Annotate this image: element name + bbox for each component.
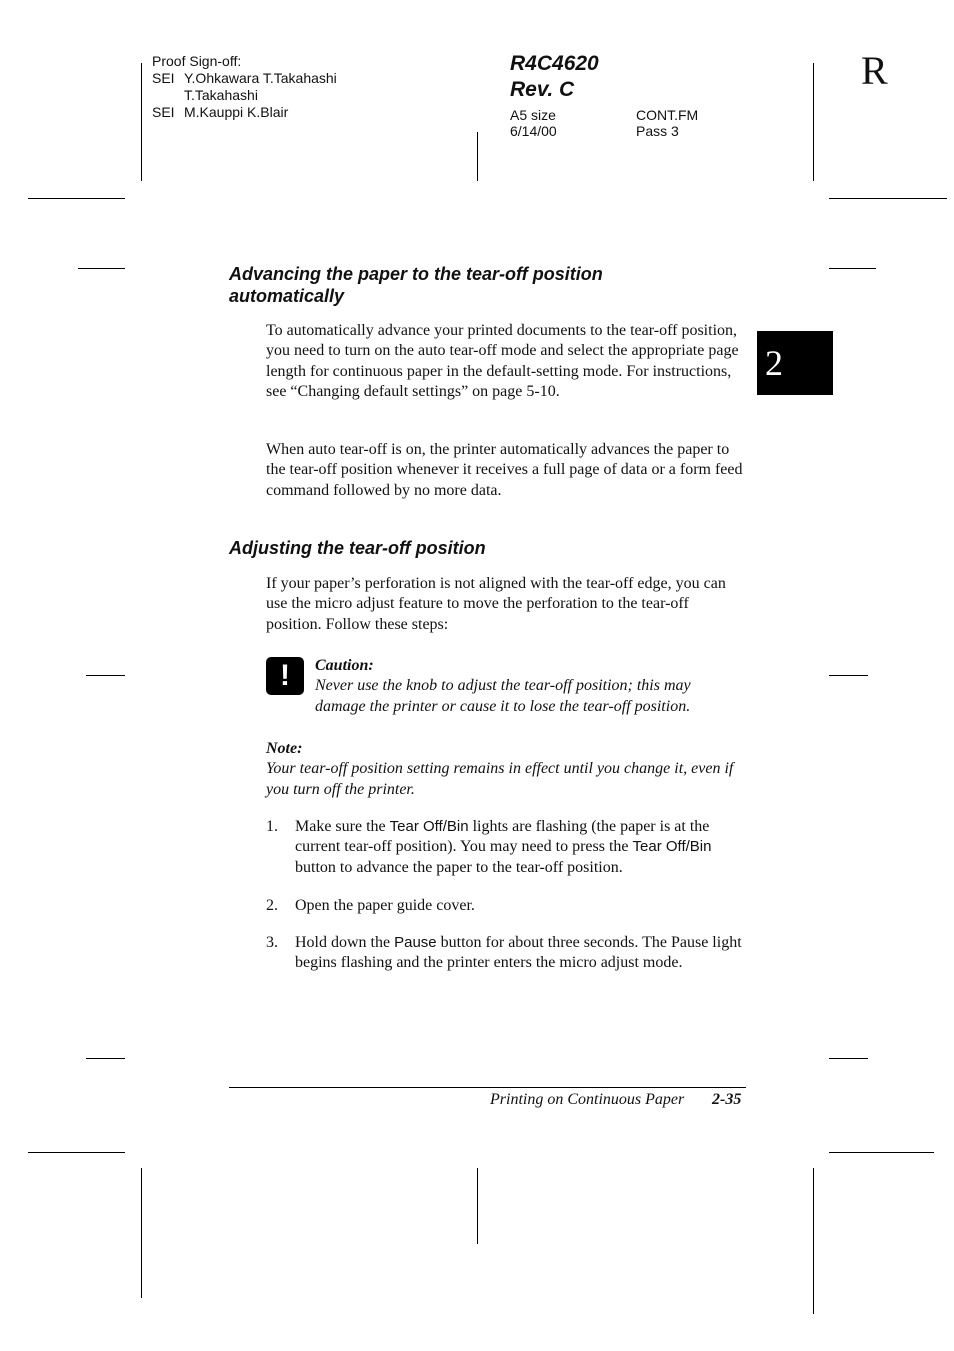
crop-mark: [829, 268, 876, 269]
crop-mark: [141, 63, 142, 181]
proof-row: [152, 70, 337, 87]
crop-mark: [28, 198, 125, 199]
proof-key: SEI: [152, 104, 175, 120]
list-item: [266, 933, 746, 974]
chapter-tab: [757, 331, 833, 395]
crop-mark: [829, 1152, 934, 1153]
crop-mark: [86, 1058, 125, 1059]
note-label: Note:: [266, 740, 303, 757]
proof-row: [152, 104, 337, 121]
section-heading: Advancing the paper to the tear-off position automatically: [229, 264, 603, 306]
proof-row: [152, 87, 337, 104]
doc-file-meta: [636, 107, 698, 139]
caution-icon: !: [266, 657, 304, 695]
list-item: [266, 896, 746, 916]
crop-mark: [829, 675, 868, 676]
crop-mark: [829, 198, 947, 199]
chapter-number: 2: [765, 343, 783, 383]
model-code: [510, 51, 599, 103]
doc-date: 6/14/00: [510, 123, 557, 139]
caution-label: Caution:: [315, 657, 374, 674]
model-name: R4C4620: [510, 52, 599, 75]
section-heading: Adjusting the tear-off position: [229, 538, 486, 558]
proof-value: Y.Ohkawara T.Takahashi: [184, 70, 337, 86]
proof-value: T.Takahashi: [184, 87, 258, 103]
caution-block: [315, 656, 735, 717]
step-text: Hold down the Pause button for about three seconds. The Pause light begins flashing and the printer enters the micro adjust mode.: [295, 934, 742, 972]
pass-number: Pass 3: [636, 123, 679, 139]
crop-mark: [477, 132, 478, 181]
doc-meta: [510, 107, 557, 139]
step-number: 2.: [266, 897, 278, 914]
crop-mark: [141, 1168, 142, 1298]
crop-mark: [477, 1168, 478, 1244]
crop-mark: [829, 1058, 868, 1059]
step-text: Make sure the Tear Off/Bin lights are flashing (the paper is at the current tear-off position). You may need to press the Tear Off/Bin button to advance the paper to the tear-off position.: [295, 818, 712, 876]
footer-title: Printing on Continuous Paper: [490, 1091, 685, 1108]
proof-key: SEI: [152, 70, 175, 86]
crop-mark: [78, 268, 125, 269]
step-number: 1.: [266, 818, 278, 835]
paragraph: To automatically advance your printed documents to the tear-off position, you need to turn on the auto tear-off mode and select the appropriate page length for continuous paper in the default-setting mode. For instructions, see “Changing default settings” on page 5-10.: [266, 322, 739, 400]
crop-mark: [813, 1168, 814, 1314]
note-text: Your tear-off position setting remains in effect until you change it, even if you turn off the printer.: [266, 760, 734, 798]
note-block: [266, 739, 748, 800]
footer-rule: [229, 1087, 746, 1088]
page-number: 2-35: [712, 1091, 742, 1108]
caution-text: Never use the knob to adjust the tear-off position; this may damage the printer or cause it to lose the tear-off position.: [315, 677, 691, 715]
proof-signoff: [152, 53, 337, 121]
proof-value: M.Kauppi K.Blair: [184, 104, 289, 120]
paragraph: If your paper’s perforation is not aligned with the tear-off edge, you can use the micro adjust feature to move the perforation to the tear-off position. Follow these steps:: [266, 575, 726, 633]
step-number: 3.: [266, 934, 278, 951]
step-text: Open the paper guide cover.: [295, 897, 475, 914]
proof-key: [152, 87, 184, 104]
button-name: Pause: [394, 934, 437, 951]
file-name: CONT.FM: [636, 107, 699, 123]
paper-size: A5 size: [510, 107, 556, 123]
corner-letter: R: [861, 48, 888, 93]
crop-mark: [86, 675, 125, 676]
paragraph: When auto tear-off is on, the printer automatically advances the paper to the tear-off position whenever it receives a full page of data or a form feed command followed by no more data.: [266, 441, 743, 499]
button-name: Tear Off/Bin: [389, 818, 469, 835]
button-name: Tear Off/Bin: [632, 838, 712, 856]
crop-mark: [28, 1152, 125, 1153]
list-item: [266, 817, 746, 878]
proof-title: Proof Sign-off:: [152, 53, 242, 69]
crop-mark: [813, 63, 814, 181]
revision: Rev. C: [510, 78, 575, 101]
